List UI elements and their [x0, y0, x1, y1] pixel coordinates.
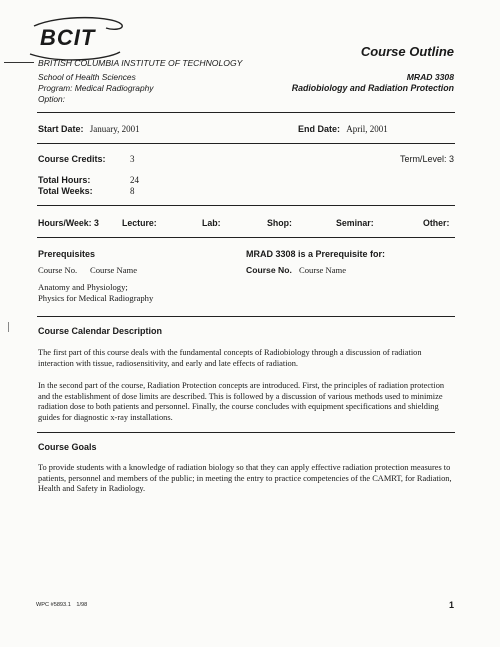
option-label: Option:	[38, 94, 66, 104]
divider	[37, 432, 455, 433]
credits-value: 3	[130, 154, 135, 164]
hours-value: 24	[130, 175, 139, 185]
course-code: MRAD 3308	[406, 72, 454, 82]
divider	[37, 143, 455, 144]
page-number: 1	[448, 600, 454, 610]
divider	[37, 112, 455, 113]
start-date-value: January, 2001	[89, 124, 140, 134]
course-name: Radiobiology and Radiation Protection	[291, 83, 454, 93]
term-value: 3	[448, 154, 454, 164]
seminar-label: Seminar:	[336, 218, 374, 228]
form-id-code: WPC #5893.1	[36, 602, 71, 608]
other-label: Other:	[423, 218, 450, 228]
prereq-for-col-name: Course Name	[299, 265, 347, 275]
institute-name: BRITISH COLUMBIA INSTITUTE OF TECHNOLOGY	[38, 58, 243, 68]
end-date-label: End Date:	[298, 124, 341, 134]
institute-rule	[4, 62, 34, 63]
start-date-label: Start Date:	[38, 124, 84, 134]
weeks-label: Total Weeks:	[38, 186, 93, 196]
end-date-value: April, 2001	[346, 124, 388, 134]
description-paragraph-1: The first part of this course deals with the fundamental concepts of Radiobiology through a discussion of radiation interaction with tissue, radiosensitivity, and early and late effects of radiation.	[38, 348, 422, 368]
prereq-entry-line1: Anatomy and Physiology;	[38, 282, 128, 292]
prereq-entry-line2: Physics for Medical Radiography	[38, 293, 154, 303]
prereq-for-col-no: Course No.	[246, 265, 292, 275]
term-level	[400, 154, 454, 164]
prereq-col-no: Course No.	[38, 265, 78, 275]
form-id	[36, 602, 87, 608]
goals-paragraph: To provide students with a knowledge of radiation biology so that they can apply effective radiation protection measures to patients, personnel and members of the public; in meeting the entry to practice competencies of the CAMRT, for Radiation, Health and Safety in Radiology.	[38, 463, 452, 494]
shop-label: Shop:	[267, 218, 292, 228]
hours-label: Total Hours:	[38, 175, 91, 185]
term-label: Term/Level:	[399, 154, 447, 164]
bcit-logo	[20, 16, 130, 62]
prereq-for-heading: MRAD 3308 is a Prerequisite for:	[246, 249, 386, 259]
form-id-date: 1/98	[76, 602, 88, 608]
school-name: School of Health Sciences	[38, 72, 136, 82]
prereq-col-name: Course Name	[90, 265, 138, 275]
lab-label: Lab:	[202, 218, 221, 228]
prereq-heading: Prerequisites	[38, 249, 96, 259]
goals-heading: Course Goals	[38, 442, 97, 452]
start-date	[38, 124, 140, 134]
doc-title: Course Outline	[360, 44, 454, 59]
hours-week: Hours/Week: 3	[38, 218, 99, 228]
divider	[37, 205, 455, 206]
divider	[37, 316, 455, 317]
margin-tick	[8, 322, 9, 332]
end-date	[298, 124, 388, 134]
lecture-label: Lecture:	[122, 218, 157, 228]
credits-label: Course Credits:	[38, 154, 106, 164]
description-paragraph-2: In the second part of the course, Radiation Protection concepts are introduced. First, the principles of radiation protection and the establishment of dose limits are described. This is followed by a discussion of various methods used to minimize radiation dose to both patients and personnel. Finally, the course concludes with equipment specifications and shielding guides for diagnostic x-ray installations.	[38, 381, 445, 422]
weeks-value: 8	[130, 186, 135, 196]
description-heading: Course Calendar Description	[38, 326, 163, 336]
program-name: Program: Medical Radiography	[38, 83, 154, 93]
divider	[37, 237, 455, 238]
logo-text: BCIT	[40, 25, 96, 50]
